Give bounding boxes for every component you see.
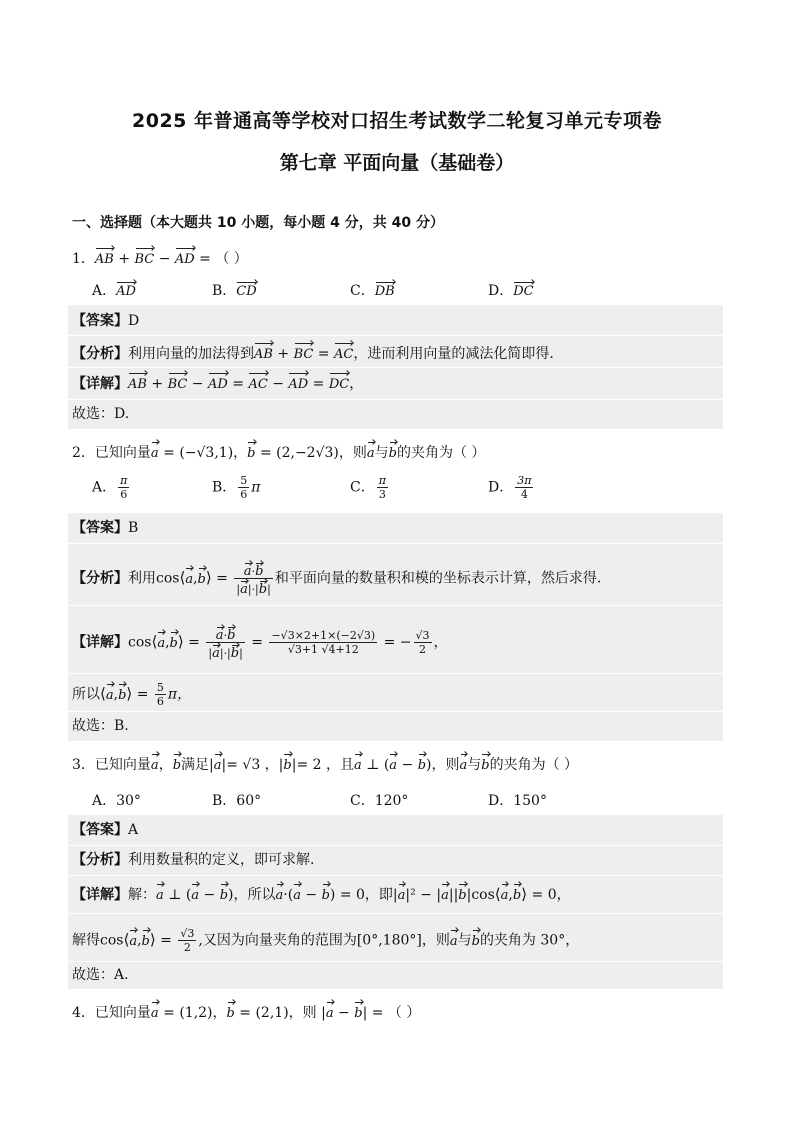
solve-line: 解得cos⟨a,b⟩ = $\frac{√3}{2}$ ,又因为向量夹角的范围为[0°,180°]，则a与b的夹角为 30°， <box>72 927 580 954</box>
question-1: 1．AB + BC − AD = （ ） <box>72 246 248 270</box>
option-b[interactable]: B． $\frac{5}{6}$ π <box>212 474 261 501</box>
question-3: 3．已知向量a，b满足|a|= √3 ，|b|= 2 ，且a ⊥ (a − b)，则a与b的夹角为（ ） <box>72 752 578 776</box>
option-a[interactable]: A． $\frac{\pi}{6}$ <box>92 474 128 501</box>
document-title: 2025 年普通高等学校对口招生考试数学二轮复习单元专项卷 <box>132 110 662 132</box>
choose-line: 故选：A. <box>72 967 129 983</box>
question-2: 2．已知向量a = (−√3,1)，b = (2,−2√3)，则a与b的夹角为（ ） <box>72 440 485 464</box>
option-a[interactable]: A．30° <box>92 793 141 809</box>
option-c[interactable]: C． $\frac{\pi}{3}$ <box>350 474 386 501</box>
option-d[interactable]: D．DC <box>488 280 534 300</box>
detail-line: 【详解】cos⟨a,b⟩ = $\frac{a\cdot b}{|a|\cdot|b|}$ = $\frac{-√3\times 2+1\times(-2√3)}{√3+1 √4+12}$ = − $\frac{√3}{2}$ ， <box>72 625 448 660</box>
option-b[interactable]: B．60° <box>212 793 262 809</box>
question-4: 4．已知向量a = (1,2)，b = (2,1)，则 |a − b| = （ ） <box>72 1000 420 1024</box>
conclusion-line: 所以⟨a,b⟩ = $\frac{5}{6}$ π， <box>72 681 192 708</box>
option-b[interactable]: B．CD <box>212 280 257 300</box>
detail-line: 【详解】解：a ⊥ (a − b)，所以a·(a − b) = 0，即|a|² − |a||b|cos⟨a,b⟩ = 0， <box>72 882 571 906</box>
choose-line: 故选：B. <box>72 718 129 734</box>
analysis-line: 【分析】利用数量积的定义，即可求解. <box>72 852 315 868</box>
analysis-line: 【分析】利用cos⟨a,b⟩ = $\frac{a\cdot b}{|a|\cdot|b|}$ 和平面向量的数量积和模的坐标表示计算，然后求得. <box>72 561 601 596</box>
document-subtitle: 第七章 平面向量（基础卷） <box>279 152 515 174</box>
section-heading: 一、选择题（本大题共 10 小题，每小题 4 分，共 40 分） <box>72 215 444 231</box>
question-1-options <box>92 280 692 306</box>
answer-line: 【答案】B <box>72 520 139 536</box>
option-c[interactable]: C．DB <box>350 280 395 300</box>
option-c[interactable]: C．120° <box>350 793 409 809</box>
answer-line: 【答案】D <box>72 313 140 329</box>
answer-line: 【答案】A <box>72 822 139 838</box>
question-3-options <box>92 790 692 816</box>
question-2-options <box>92 474 692 510</box>
analysis-line: 【分析】利用向量的加法得到AB + BC = AC，进而利用向量的减法化简即得. <box>72 341 554 365</box>
option-a[interactable]: A．AD <box>92 280 136 300</box>
question-3-solution <box>68 815 723 989</box>
question-2-solution <box>68 513 723 741</box>
detail-line: 【详解】AB + BC − AD = AC − AD = DC， <box>72 371 363 395</box>
choose-line: 故选：D. <box>72 406 130 422</box>
question-1-solution <box>68 305 723 429</box>
option-d[interactable]: D． $\frac{3\pi}{4}$ <box>488 474 532 501</box>
option-d[interactable]: D．150° <box>488 793 547 809</box>
